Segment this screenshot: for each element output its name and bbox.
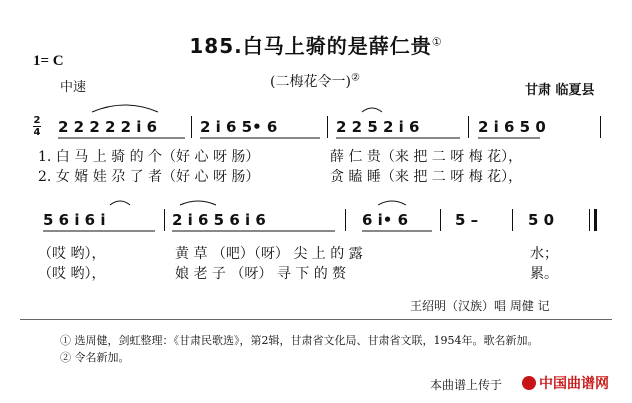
- logo-text: 中国曲谱网: [539, 376, 609, 392]
- site-logo[interactable]: [522, 373, 609, 393]
- tempo-marking: 中速: [60, 80, 87, 95]
- measure-2-3: 6 i• 6: [362, 211, 409, 229]
- footnote-1: ① 选周健，剑虹整理：《甘肃民歌选》，第2辑，甘肃省文化局、甘肃省文联，1954年。歌名新加。: [60, 334, 539, 347]
- footnote-divider: [20, 319, 612, 320]
- measure-2-1: 5 6 i 6 i: [43, 211, 106, 229]
- measure-2-2: 2 i 6 5 6 i 6: [172, 211, 266, 229]
- logo-icon: [522, 376, 536, 390]
- song-origin: 甘肃 临夏县: [525, 83, 595, 98]
- lyrics-2-1-b: 黄 草 （吧）（呀） 尖 上 的 露: [175, 246, 363, 262]
- slur: [378, 201, 406, 205]
- lyrics-2-1-a: （哎 哟），: [38, 246, 106, 262]
- key-signature: 1= C: [33, 53, 64, 69]
- upload-notice: 本曲谱上传于: [430, 378, 503, 392]
- performer-credit: 王绍明（汉族）唱 周健 记: [410, 299, 550, 313]
- slur: [110, 201, 130, 205]
- measure-2-4: 5 –: [455, 211, 479, 229]
- measure-1-1: 2 2 2 2 2 i 6: [58, 118, 158, 136]
- lyrics-1-b: 薛 仁 贵（来 把 二 呀 梅 花），: [330, 149, 523, 165]
- slur: [180, 201, 216, 205]
- lyrics-2-2-c: 累。: [530, 266, 558, 282]
- title-footnote-mark: ①: [431, 35, 443, 49]
- measure-1-4: 2 i 6 5 0: [478, 118, 546, 136]
- subtitle-text: (二梅花令一): [270, 74, 351, 90]
- measure-1-3: 2 2 5 2 i 6: [336, 118, 420, 136]
- slur: [92, 105, 158, 112]
- lyrics-2-a: 2. 女 婿 娃 尕 了 者（好 心 呀 肠）: [38, 169, 260, 185]
- subtitle-footnote-mark: ②: [350, 72, 360, 84]
- footnote-2: ② 令名新加。: [60, 351, 130, 364]
- time-sig-top: 2: [33, 115, 41, 126]
- song-title-text: 185.白马上骑的是薛仁贵: [189, 34, 432, 58]
- lyrics-2-2-b: 娘 老 子 （呀） 寻 下 的 赘: [175, 266, 347, 282]
- lyrics-2-1-c: 水；: [530, 246, 558, 262]
- measure-1-2: 2 i 6 5• 6: [200, 118, 278, 136]
- lyrics-2-b: 贪 瞌 睡（来 把 二 呀 梅 花），: [330, 169, 523, 185]
- measure-2-5: 5 0: [528, 211, 555, 229]
- time-sig-bottom: 4: [33, 127, 41, 138]
- slur: [362, 108, 382, 112]
- lyrics-2-2-a: （哎 哟），: [38, 266, 106, 282]
- lyrics-1-a: 1. 白 马 上 骑 的 个（好 心 呀 肠）: [38, 149, 260, 165]
